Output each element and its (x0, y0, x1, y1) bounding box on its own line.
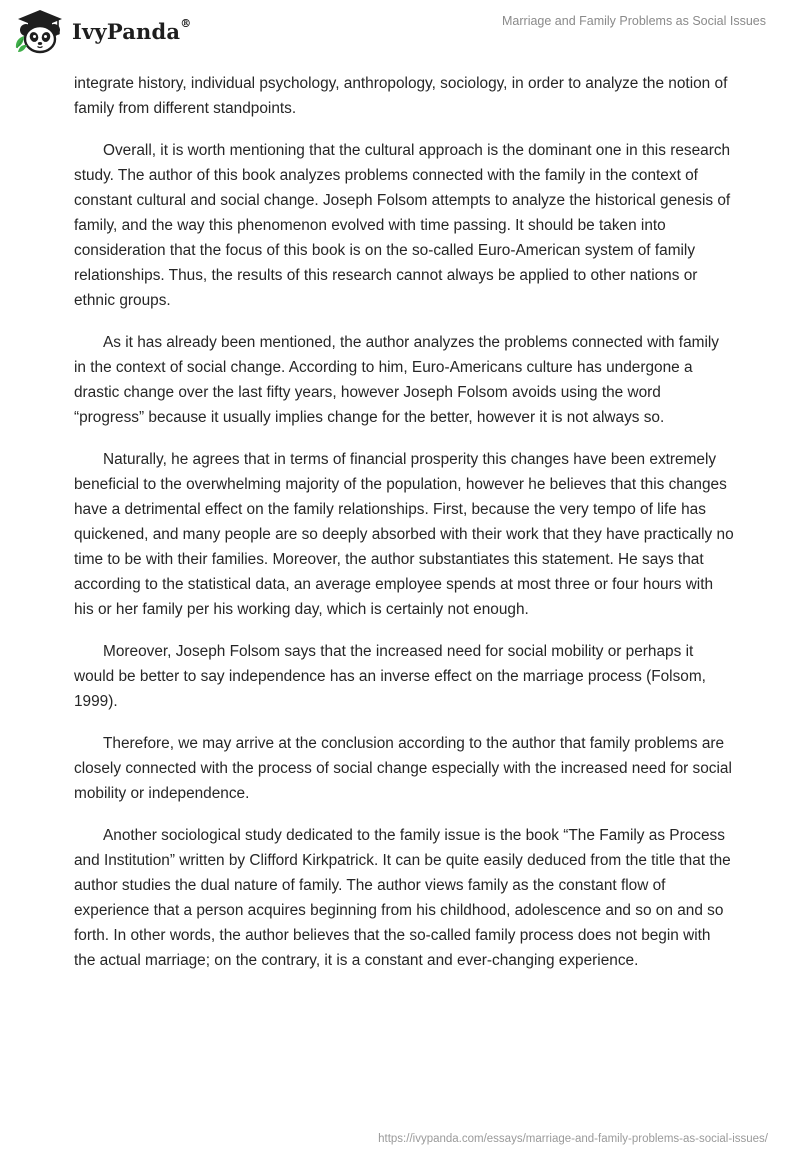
paragraph: Naturally, he agrees that in terms of financial prosperity this changes have been extremely beneficial to the overwhelming majority of the population, however he believes that this changes have a detrimental effect on the family relationships. First, because the very tempo of life has quickened, and many people are so deeply absorbed with their work that they have practically no time to be with their families. Moreover, the author substantiates this statement. He says that according to the statistical data, an average employee spends at most three or four hours with his or her family per his working day, which is certainly not enough. (74, 451, 734, 618)
paragraph: As it has already been mentioned, the author analyzes the problems connected with family in the context of social change. According to him, Euro-Americans culture has undergone a drastic change over the last fifty years, however Joseph Folsom avoids using the word “progress” because it usually implies change for the better, however it is not always so. (74, 334, 719, 426)
source-url[interactable]: https://ivypanda.com/essays/marriage-and-family-problems-as-social-issues/ (378, 1133, 768, 1145)
paragraph: Overall, it is worth mentioning that the cultural approach is the dominant one in this research study. The author of this book analyzes problems connected with the family in the context of constant cultural and social change. Joseph Folsom attempts to analyze the historical genesis of family, and the way this phenomenon evolved with time passing. It should be taken into consideration that the focus of this book is on the so-called Euro-American system of family relationships. Thus, the results of this research cannot always be applied to other nations or ethnic groups. (74, 142, 731, 309)
paragraph: Another sociological study dedicated to the family issue is the book “The Family as Process and Institution” written by Clifford Kirkpatrick. It can be quite easily deduced from the title that the author studies the dual nature of family. The author views family as the constant flow of experience that a person acquires beginning from his childhood, adolescence and so on and so forth. In other words, the author believes that the so-called family process does not begin with the actual marriage; on the contrary, it is a constant and ever-changing experience. (74, 827, 731, 969)
panda-graduate-icon (14, 8, 66, 54)
paragraph: Therefore, we may arrive at the conclusion according to the author that family problems are closely connected with the process of social change especially with the increased need for social mobility or independence. (74, 735, 732, 802)
page-title: Marriage and Family Problems as Social Issues (502, 14, 766, 28)
brand-name: IvyPanda® (72, 16, 192, 44)
paragraph: integrate history, individual psychology, anthropology, sociology, in order to analyze the notion of family from different standpoints. (74, 75, 728, 117)
ivypanda-logo[interactable] (14, 8, 191, 54)
essay-body (74, 71, 734, 990)
paragraph: Moreover, Joseph Folsom says that the increased need for social mobility or perhaps it would be better to say independence has an inverse effect on the marriage process (Folsom, 1999). (74, 643, 706, 710)
page-header (0, 0, 800, 64)
